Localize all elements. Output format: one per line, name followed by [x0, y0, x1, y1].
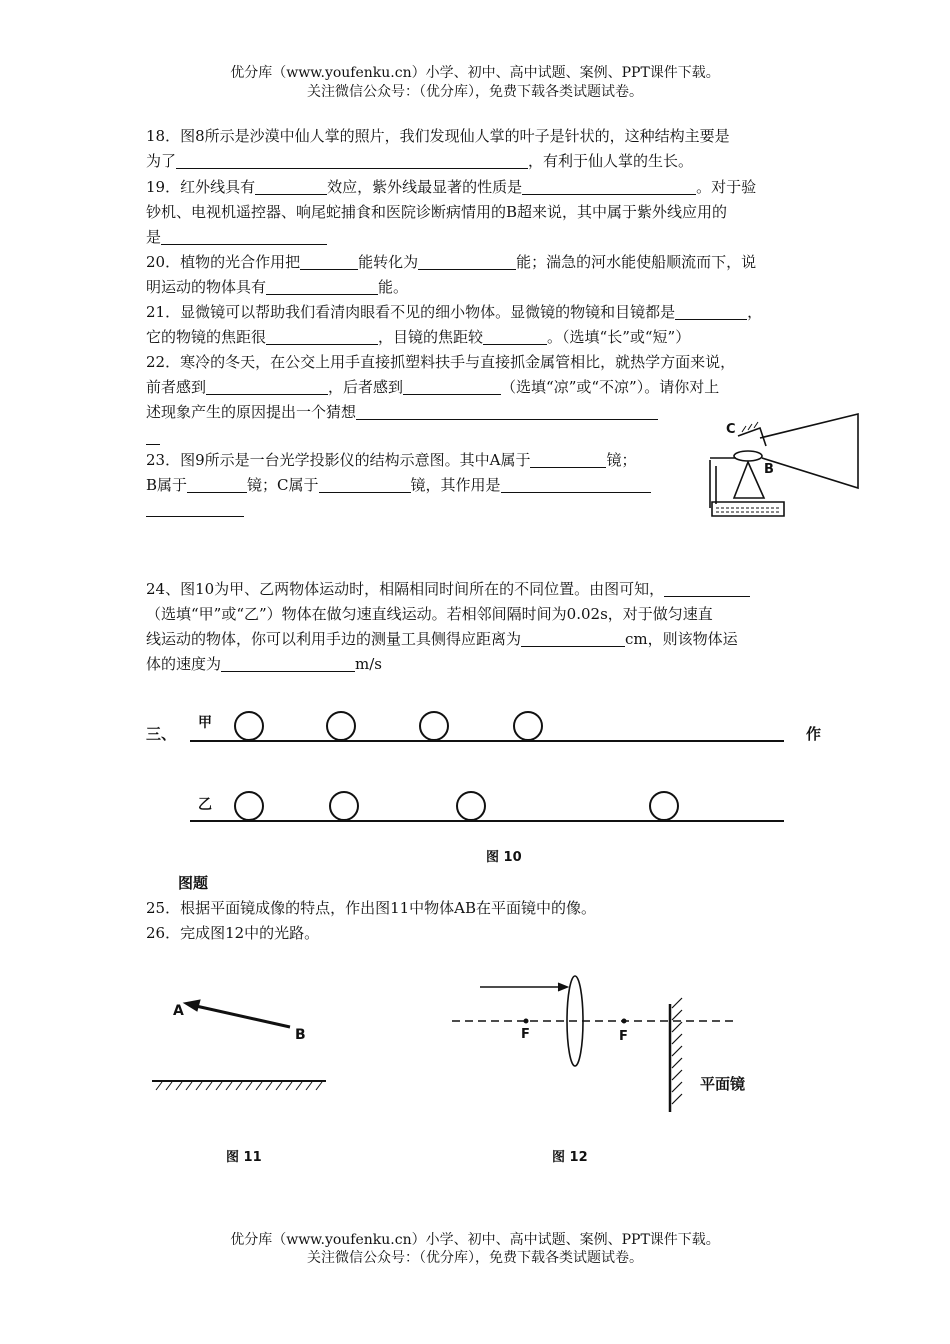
q24-line-1: 24、图10为甲、乙两物体运动时，相隔相同时间所在的不同位置。由图可知， — [146, 577, 750, 602]
figure-11-label-a: A — [173, 1003, 184, 1019]
q19-line-3: 是 — [146, 225, 327, 250]
q23-line-2: B属于 镜；C属于 镜，其作用是 — [146, 473, 651, 498]
figure-12-mirror-label: 平面镜 — [700, 1075, 746, 1093]
q25-line: 25．根据平面镜成像的特点，作出图11中物体AB在平面镜中的像。 — [146, 899, 597, 917]
q26-line: 26．完成图12中的光路。 — [146, 924, 320, 942]
figure-12-caption: 图 12 — [552, 1150, 588, 1165]
figure-12-focus-left: F — [521, 1027, 530, 1042]
figure-9-label-b: B — [764, 462, 774, 477]
q21-line-1: 21．显微镜可以帮助我们看清肉眼看不见的细小物体。显微镜的物镜和目镜都是 ， — [146, 303, 763, 321]
figure-10-row-jia: 甲 — [198, 715, 212, 731]
figure-10-caption: 图 10 — [486, 850, 522, 865]
figure-10-row-yi: 乙 — [198, 797, 212, 813]
q19-line-1: 19．红外线具有 效应，紫外线最显著的性质是 。对于验 — [146, 178, 757, 196]
q21-line-2: 它的物镜的焦距很 ，目镜的焦距较 。（选填“长”或“短”） — [146, 328, 691, 346]
q24-line-2: （选填“甲”或“乙”）物体在做匀速直线运动。若相邻间隔时间为0.02s，对于做匀速直 — [146, 605, 713, 623]
q18-line-1: 18．图8所示是沙漠中仙人掌的照片，我们发现仙人掌的叶子是针状的，这种结构主要是 — [146, 127, 730, 145]
q18-line-2: 为了 ，有利于仙人掌的生长。 — [146, 152, 694, 170]
section-3-title-rest: 图题 — [178, 874, 209, 892]
q24-line-3: 线运动的物体，你可以利用手边的测量工具侧得应距离为 cm，则该物体运 — [146, 630, 738, 648]
q22-line-1: 22．寒冷的冬天，在公交上用手直接抓塑料扶手与直接抓金属管相比，就热学方面来说， — [146, 353, 736, 371]
figure-12-focus-right: F — [619, 1029, 628, 1044]
figure-11-label-b: B — [295, 1027, 306, 1043]
header-line-2: 关注微信公众号：（优分库），免费下载各类试题试卷。 — [307, 84, 643, 100]
header-line-1: 优分库（www.youfenku.cn）小学、初中、高中试题、案例、PPT课件下载。 — [230, 65, 720, 81]
section-3-title-part: 作 — [806, 725, 822, 743]
figure-11-caption: 图 11 — [226, 1150, 262, 1165]
q20-line-2: 明运动的物体具有 能。 — [146, 278, 409, 296]
q23-line-1: 23．图9所示是一台光学投影仪的结构示意图。其中A属于 镜； — [146, 451, 637, 469]
footer-line-1: 优分库（www.youfenku.cn）小学、初中、高中试题、案例、PPT课件下载。 — [230, 1232, 720, 1248]
footer-line-2: 关注微信公众号：（优分库），免费下载各类试题试卷。 — [307, 1250, 643, 1266]
q19-line-2: 钞机、电视机遥控器、响尾蛇捕食和医院诊断病情用的B超来说，其中属于紫外线应用的 — [146, 203, 728, 221]
q22-line-3: 述现象产生的原因提出一个猜想 — [146, 400, 658, 425]
q20-line-1: 20．植物的光合作用把 能转化为 能；湍急的河水能使船顺流而下，说 — [146, 253, 757, 271]
figure-9-label-c: C — [726, 422, 736, 437]
q22-line-2: 前者感到 ，后者感到 （选填“凉”或“不凉”）。请你对上 — [146, 378, 720, 396]
section-3-number: 三、 — [146, 725, 177, 743]
q24-line-4: 体的速度为 m/s — [146, 655, 382, 673]
